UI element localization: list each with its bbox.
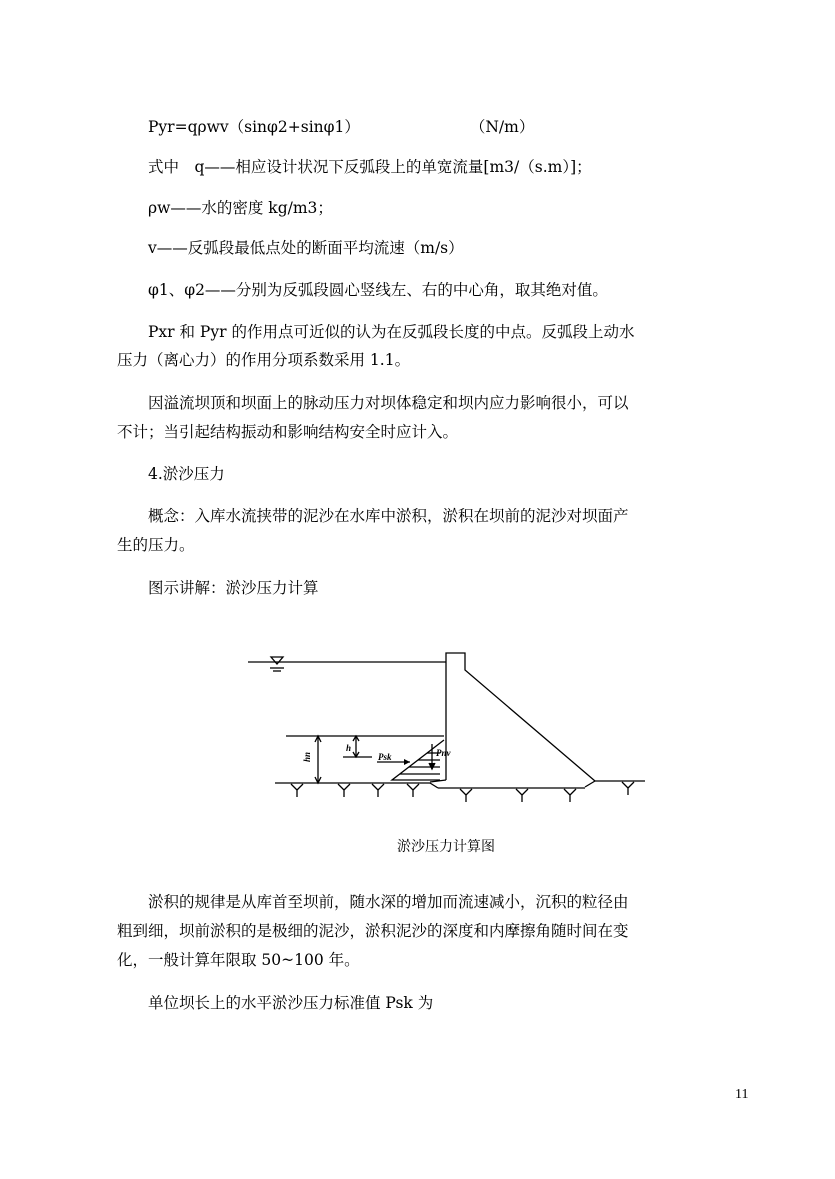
formula-expression: Pyr=qρwv（sinφ2+sinφ1）	[148, 118, 360, 136]
page-number: 11	[735, 1087, 749, 1102]
final-line: 单位坝长上的水平淤沙压力标准值 Psk 为	[148, 994, 434, 1012]
definition-phi: φ1、φ2——分别为反弧段圆心竖线左、右的中心角，取其绝对值。	[148, 281, 608, 299]
section-heading: 4.淤沙压力	[148, 465, 225, 483]
definition-rho-w: ρw——水的密度 kg/m3；	[148, 199, 333, 217]
water-level-icon	[271, 657, 283, 664]
label-h: h	[346, 743, 352, 753]
para-law-line1: 淤积的规律是从库首至坝前，随水深的增加而流速减小，沉积的粒径由	[148, 893, 629, 911]
concept-line1: 概念：入库水流挟带的泥沙在水库中淤积，淤积在坝前的泥沙对坝面产	[148, 507, 629, 525]
concept-line2: 生的压力。	[117, 536, 195, 554]
definition-q: 式中 q——相应设计状况下反弧段上的单宽流量[m3/（s.m）]；	[148, 158, 592, 176]
para-action-point-line2: 压力（离心力）的作用分项系数采用 1.1。	[117, 351, 411, 369]
label-psk: Psk	[378, 752, 392, 762]
formula-unit: （N/m）	[469, 118, 535, 136]
para-law-line3: 化，一般计算年限取 50~100 年。	[117, 951, 360, 969]
definition-v: v——反弧段最低点处的断面平均流速（m/s）	[148, 239, 464, 257]
label-pnv: Pnv	[436, 748, 451, 758]
para-pulsating-line1: 因溢流坝顶和坝面上的脉动压力对坝体稳定和坝内应力影响很小，可以	[148, 394, 629, 412]
para-action-point-line1: Pxr 和 Pyr 的作用点可近似的认为在反弧段长度的中点。反弧段上动水	[148, 323, 635, 341]
para-law-line2: 粗到细，坝前淤积的是极细的泥沙，淤积泥沙的深度和内摩擦角随时间在变	[117, 922, 629, 940]
label-hn: hn	[302, 751, 312, 762]
para-pulsating-line2: 不计；当引起结构振动和影响结构安全时应计入。	[117, 423, 459, 441]
figure-intro: 图示讲解：淤沙压力计算	[148, 579, 319, 597]
figure-caption: 淤沙压力计算图	[397, 839, 495, 855]
